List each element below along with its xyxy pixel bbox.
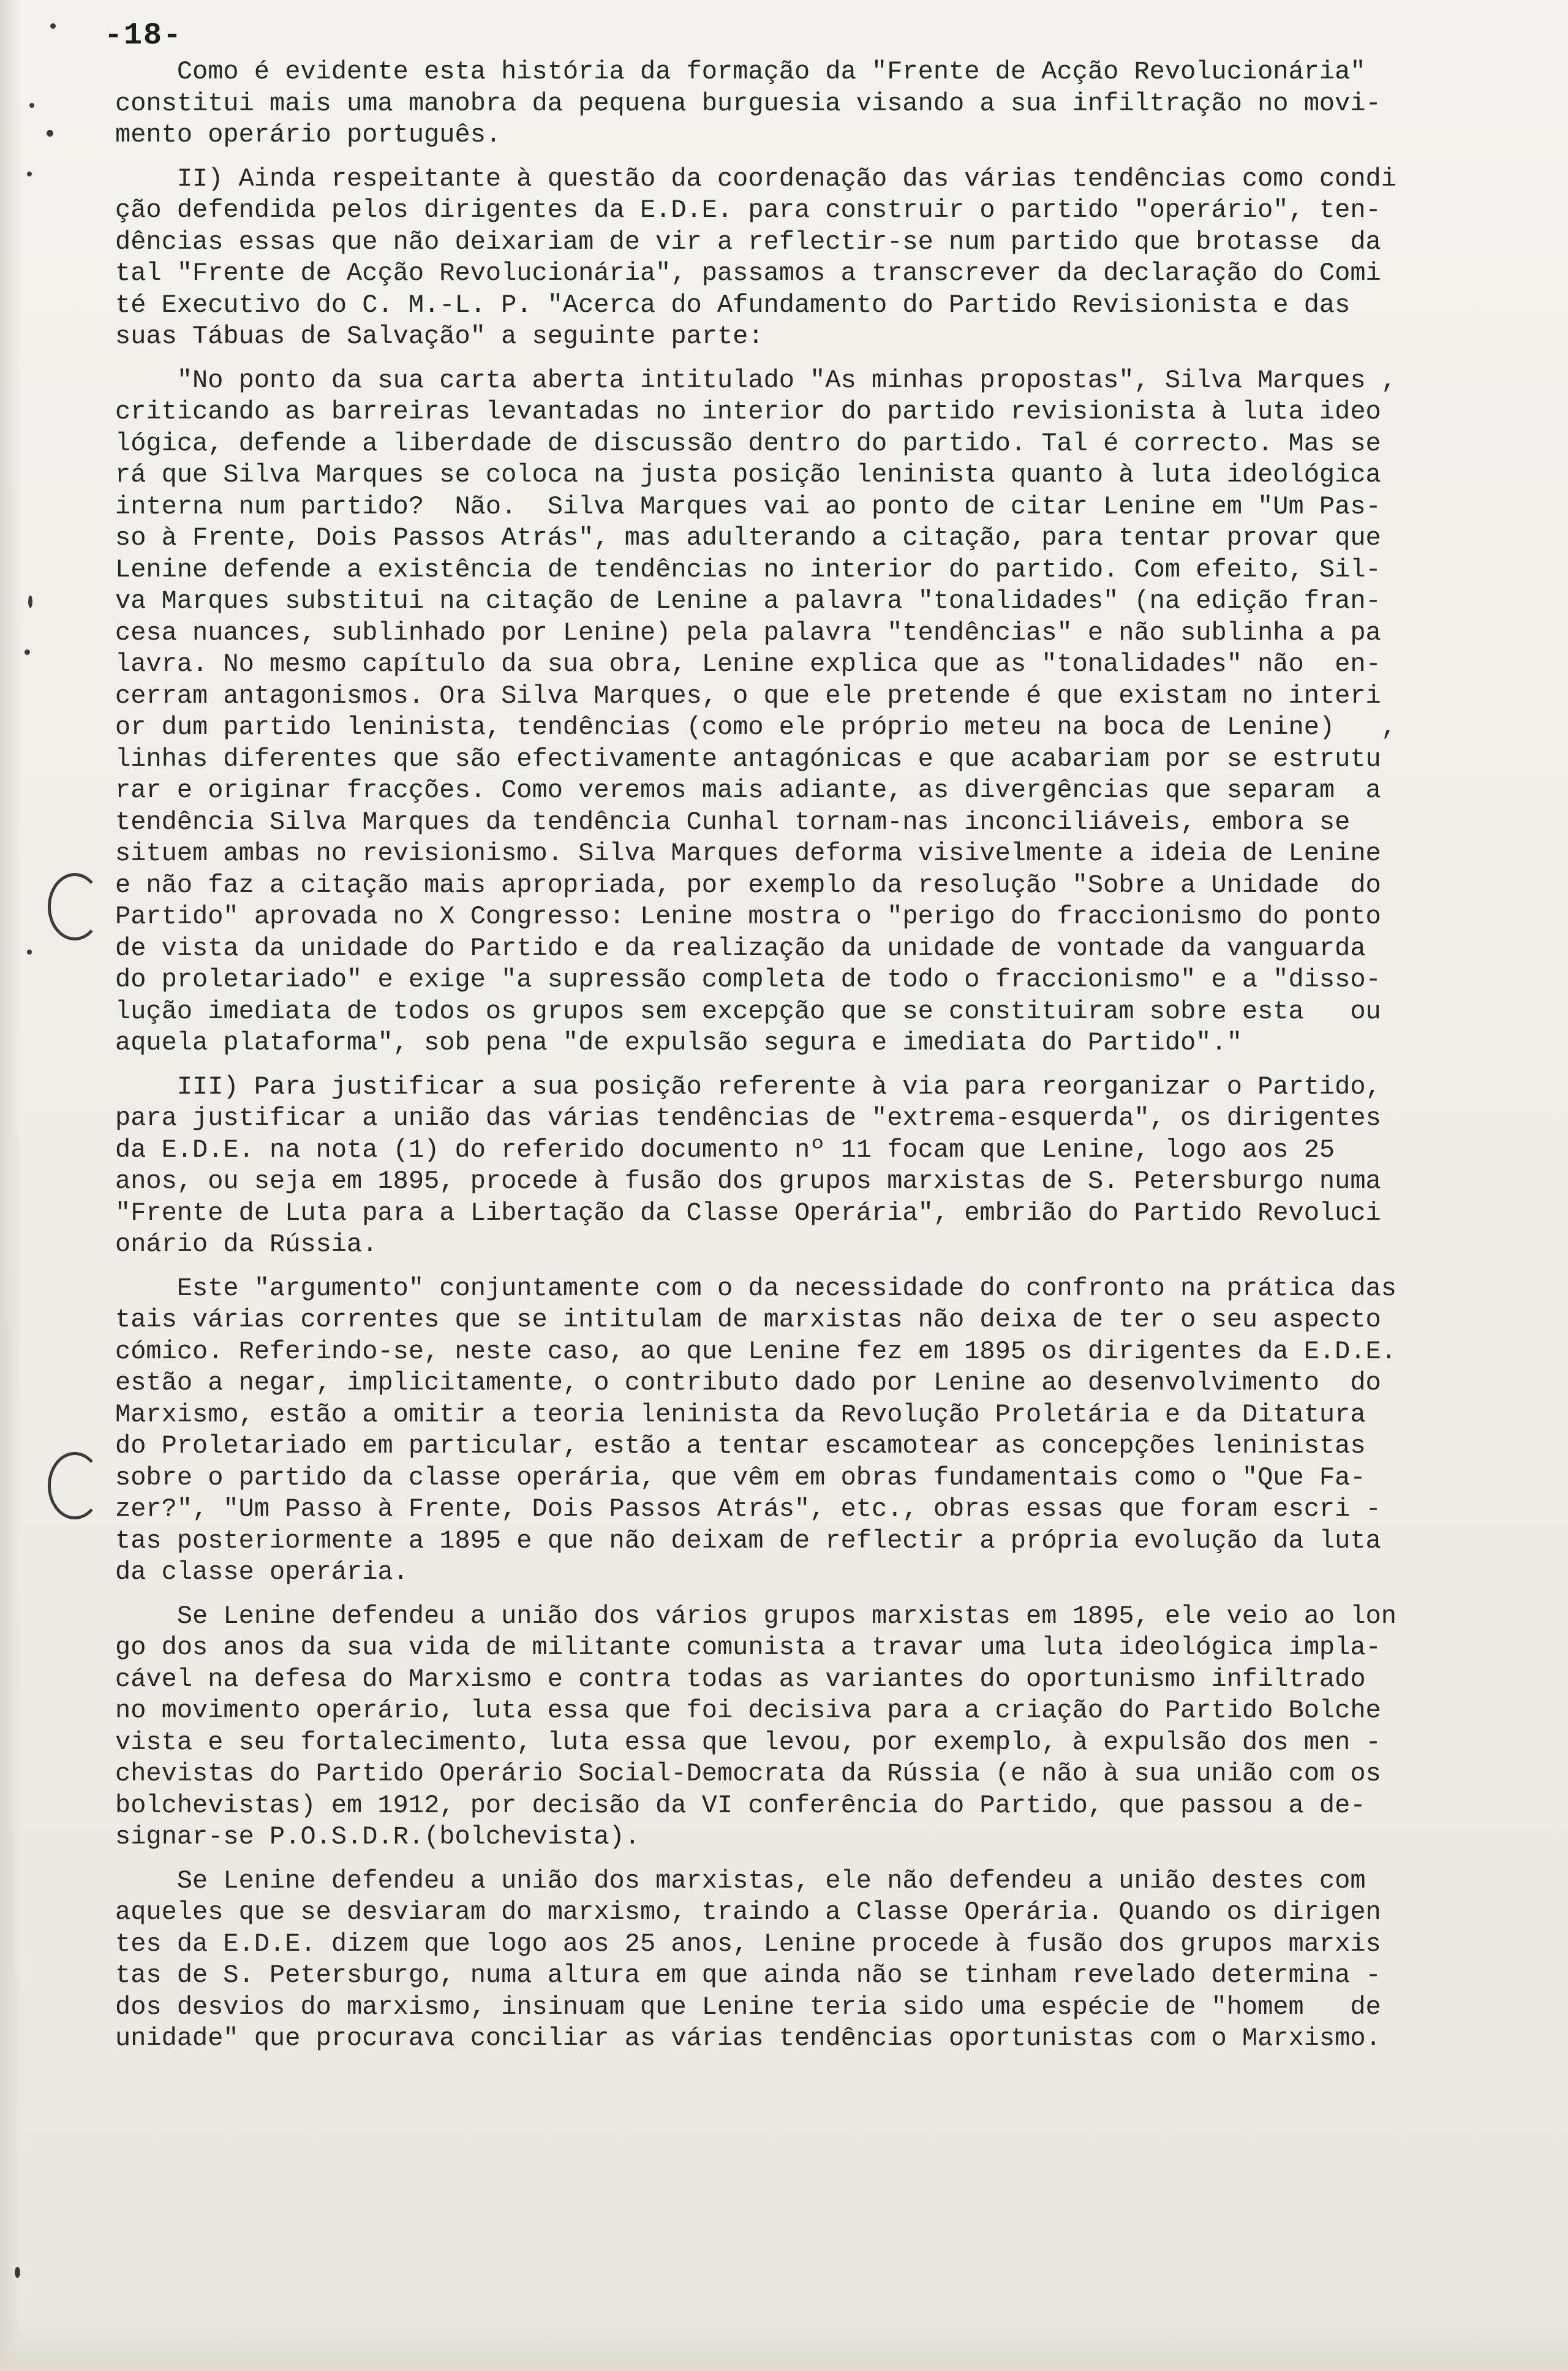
punch-hole-lower [48,1452,102,1519]
text-line: Este "argumento" conjuntamente com o da necessidade do confronto na prática das [115,1273,1396,1303]
scan-speck [27,950,32,955]
text-line: do proletariado" e exige "a supressão completa de todo o fraccionismo" e a "disso- [115,965,1381,994]
text-line: de vista da unidade do Partido e da realização da unidade de vontade da vanguarda [115,933,1366,963]
text-line: or dum partido leninista, tendências (como ele próprio meteu na boca de Lenine) , [115,713,1396,742]
scan-shadow-bottom [0,2322,1568,2371]
scan-speck [28,596,32,608]
paragraph [115,1072,1475,1261]
text-line: lução imediata de todos os grupos sem excepção que se constituiram sobre esta ou [115,996,1381,1026]
text-line: signar-se P.O.S.D.R.(bolchevista). [115,1822,640,1851]
text-line: suas Tábuas de Salvação" a seguinte parte: [115,322,764,351]
text-line: Partido" aprovada no X Congresso: Lenine mostra o "perigo do fraccionismo do ponto [115,902,1381,931]
paragraph [115,1601,1475,1853]
scan-speck [47,130,53,137]
text-line: va Marques substitui na citação de Lenine a palavra "tonalidades" (na edição fran- [115,586,1381,616]
text-line: lógica, defende a liberdade de discussão dentro do partido. Tal é correcto. Mas se [115,428,1381,458]
text-line: dos desvios do marxismo, insinuam que Lenine teria sido uma espécie de "homem de [115,1992,1381,2022]
text-line: tal "Frente de Acção Revolucionária", passamos a transcrever da declaração do Comi [115,259,1381,288]
text-line: situem ambas no revisionismo. Silva Marques deforma visivelmente a ideia de Lenine [115,839,1381,868]
text-line: criticando as barreiras levantadas no interior do partido revisionista à luta ideo [115,397,1381,426]
paragraph [115,164,1475,353]
paragraph [115,365,1475,1059]
text-line: chevistas do Partido Operário Social-Democrata da Rússia (e não à sua união com os [115,1759,1381,1788]
text-line: III) Para justificar a sua posição referente à via para reorganizar o Partido, [115,1072,1381,1102]
text-line: bolchevistas) em 1912, por decisão da VI conferência do Partido, que passou a de- [115,1790,1366,1820]
page-number: -18- [104,18,183,53]
text-line: tais várias correntes que se intitulam de marxistas não deixa de ter o seu aspecto [115,1305,1381,1334]
text-line: tes da E.D.E. dizem que logo aos 25 anos, Lenine procede à fusão dos grupos marxis [115,1929,1381,1959]
text-line: unidade" que procurava conciliar as várias tendências oportunistas com o Marxismo. [115,2024,1381,2053]
text-line: Se Lenine defendeu a união dos marxistas, ele não defendeu a união destes com [115,1866,1366,1896]
scan-speck [24,649,30,655]
text-line: Se Lenine defendeu a união dos vários grupos marxistas em 1895, ele veio ao lon [115,1601,1396,1631]
text-line: da classe operária. [115,1557,409,1587]
text-line: mento operário português. [115,120,502,149]
text-line: "Frente de Luta para a Libertação da Classe Operária", embrião do Partido Revoluci [115,1198,1381,1228]
text-line: para justificar a união das várias tendências de "extrema-esquerda", os dirigentes [115,1103,1381,1133]
scan-speck [29,103,34,108]
text-line: Lenine defende a existência de tendências no interior do partido. Com efeito, Sil- [115,554,1381,584]
text-line: zer?", "Um Passo à Frente, Dois Passos Atrás", etc., obras essas que foram escri - [115,1494,1381,1524]
text-line: té Executivo do C. M.-L. P. "Acerca do Afundamento do Partido Revisionista e das [115,290,1351,320]
scan-shadow-left [0,0,22,2371]
text-line: tas posteriormente a 1895 e que não deixam de reflectir a própria evolução da luta [115,1526,1381,1556]
text-line: lavra. No mesmo capítulo da sua obra, Lenine explica que as "tonalidades" não en- [115,649,1381,679]
text-line: da E.D.E. na nota (1) do referido documento nº 11 focam que Lenine, logo aos 25 [115,1135,1335,1165]
text-line: "No ponto da sua carta aberta intitulado "As minhas propostas", Silva Marques , [115,365,1396,395]
text-line: anos, ou seja em 1895, procede à fusão dos grupos marxistas de S. Petersburgo numa [115,1167,1381,1196]
text-line: rá que Silva Marques se coloca na justa posição leninista quanto à luta ideológica [115,460,1381,490]
scan-speck [27,172,32,176]
text-line: vista e seu fortalecimento, luta essa que levou, por exemplo, à expulsão dos men - [115,1727,1381,1757]
text-line: aquela plataforma", sob pena "de expulsão segura e imediata do Partido"." [115,1028,1242,1057]
text-line: Como é evidente esta história da formação da "Frente de Acção Revolucionária" [115,57,1366,86]
text-line: tendência Silva Marques da tendência Cunhal tornam-nas inconciliáveis, embora se [115,807,1351,837]
punch-hole-upper [48,873,102,940]
text-line: estão a negar, implicitamente, o contributo dado por Lenine ao desenvolvimento do [115,1368,1381,1397]
text-line: go dos anos da sua vida de militante comunista a travar uma luta ideológica impla- [115,1633,1381,1662]
text-line: linhas diferentes que são efectivamente antagónicas e que acabariam por se estrutu [115,744,1381,774]
text-line: so à Frente, Dois Passos Atrás", mas adulterando a citação, para tentar provar que [115,523,1381,553]
scan-speck [50,23,56,29]
text-line: tas de S. Petersburgo, numa altura em que ainda não se tinham revelado determina - [115,1961,1381,1990]
text-line: cesa nuances, sublinhado por Lenine) pela palavra "tendências" e não sublinha a pa [115,618,1381,648]
text-line: II) Ainda respeitante à questão da coordenação das várias tendências como condi [115,164,1396,194]
paragraph [115,1866,1475,2055]
text-line: cerram antagonismos. Ora Silva Marques, o que ele pretende é que existam no interi [115,681,1381,711]
text-line: sobre o partido da classe operária, que vêm em obras fundamentais como o "Que Fa- [115,1462,1366,1492]
text-line: dências essas que não deixariam de vir a reflectir-se num partido que brotasse da [115,227,1381,257]
paragraph [115,1273,1475,1589]
text-line: onário da Rússia. [115,1230,378,1259]
text-line: Marxismo, estão a omitir a teoria leninista da Revolução Proletária e da Ditatura [115,1399,1366,1429]
scan-speck [15,2267,20,2278]
text-line: no movimento operário, luta essa que foi decisiva para a criação do Partido Bolche [115,1696,1381,1725]
text-line: cómico. Referindo-se, neste caso, ao que Lenine fez em 1895 os dirigentes da E.D.E. [115,1336,1396,1366]
text-line: cável na defesa do Marxismo e contra todas as variantes do oportunismo infiltrado [115,1664,1366,1694]
paragraph [115,56,1475,151]
text-line: ção defendida pelos dirigentes da E.D.E. para construir o partido "operário", ten- [115,195,1381,225]
text-line: e não faz a citação mais apropriada, por exemplo da resolução "Sobre a Unidade do [115,870,1381,900]
text-line: constitui mais uma manobra da pequena burguesia visando a sua infiltração no movi- [115,88,1381,118]
body-text [115,56,1475,2055]
text-line: interna num partido? Não. Silva Marques vai ao ponto de citar Lenine em "Um Pas- [115,491,1381,521]
text-line: aqueles que se desviaram do marxismo, traindo a Classe Operária. Quando os dirigen [115,1897,1381,1927]
text-line: rar e originar fracções. Como veremos mais adiante, as divergências que separam a [115,776,1381,805]
text-line: do Proletariado em particular, estão a tentar escamotear as concepções leninistas [115,1431,1366,1461]
